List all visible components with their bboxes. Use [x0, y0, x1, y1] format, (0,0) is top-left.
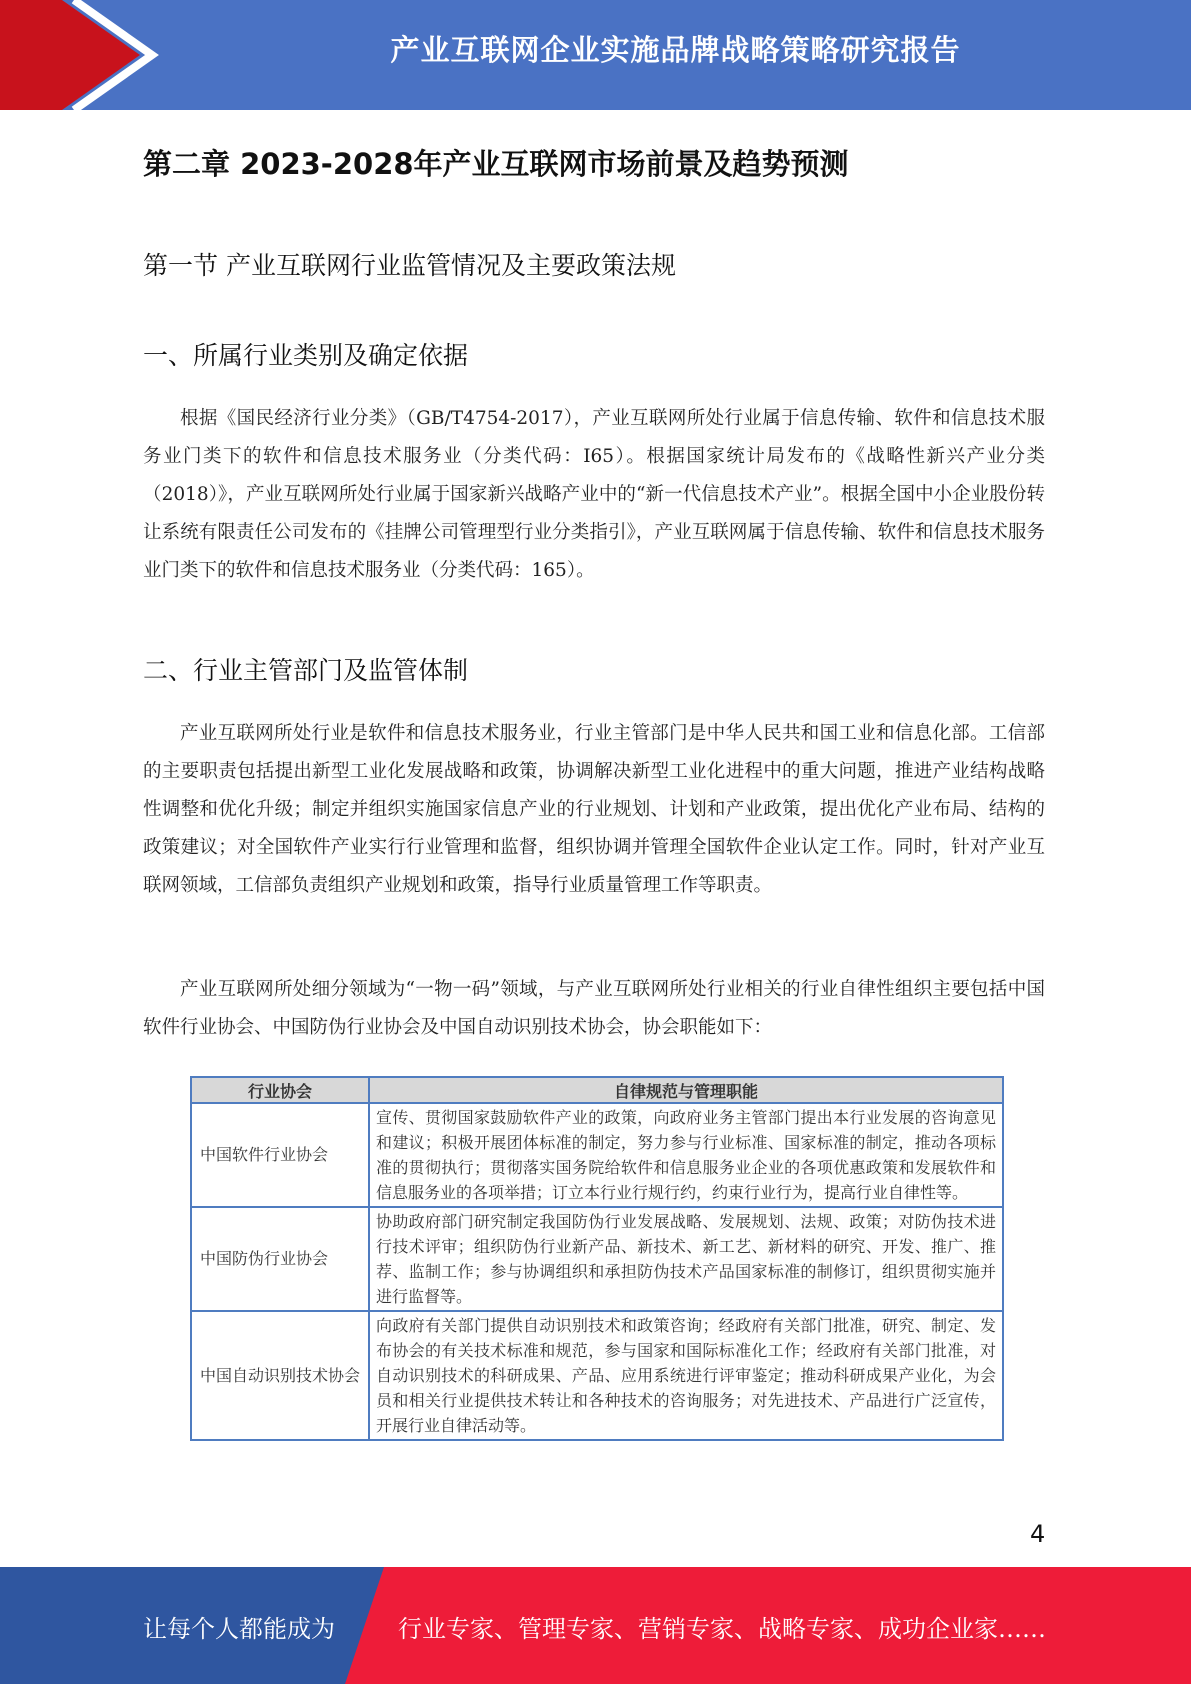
table-header-row: [191, 1077, 1003, 1103]
subsection-title-2: 二、行业主管部门及监管体制: [143, 656, 469, 685]
table-row: [191, 1311, 1003, 1440]
header-title: 产业互联网企业实施品牌战略策略研究报告: [390, 33, 961, 67]
footer-slogan-left: 让每个人都能成为: [143, 1615, 335, 1643]
chapter-title: 第二章 2023-2028年产业互联网市场前景及趋势预测: [143, 147, 849, 181]
subsection-title-1: 一、所属行业类别及确定依据: [143, 341, 469, 370]
association-name: 中国软件行业协会: [191, 1103, 369, 1207]
association-duty: 宣传、贯彻国家鼓励软件产业的政策，向政府业务主管部门提出本行业发展的咨询意见和建议；积极开展团体标准的制定，努力参与行业标准、国家标准的制定，推动各项标准的贯彻执行；贯彻落实国务院给软件和信息服务业企业的各项优惠政策和发展软件和信息服务业的各项举措；订立本行业行规行约，约束行业行为，提高行业自律性等。: [369, 1103, 1003, 1207]
page-number: 4: [1030, 1520, 1046, 1548]
table-row: [191, 1103, 1003, 1207]
section-title: 第一节 产业互联网行业监管情况及主要政策法规: [143, 251, 676, 280]
paragraph-industry-category: 根据《国民经济行业分类》（GB/T4754-2017），产业互联网所处行业属于信息传输、软件和信息技术服务业门类下的软件和信息技术服务业（分类代码：I65）。根据国家统计局发布的《战略性新兴产业分类（2018）》，产业互联网所处行业属于国家新兴战略产业中的“新一代信息技术产业”。根据全国中小企业股份转让系统有限责任公司发布的《挂牌公司管理型行业分类指引》，产业互联网属于信息传输、软件和信息技术服务业门类下的软件和信息技术服务业（分类代码：165）。: [143, 408, 1045, 581]
paragraph-regulator: 产业互联网所处行业是软件和信息技术服务业，行业主管部门是中华人民共和国工业和信息化部。工信部的主要职责包括提出新型工业化发展战略和政策，协调解决新型工业化进程中的重大问题，推进产业结构战略性调整和优化升级；制定并组织实施国家信息产业的行业规划、计划和产业政策，提出优化产业布局、结构的政策建议；对全国软件产业实行行业管理和监督，组织协调并管理全国软件企业认定工作。同时，针对产业互联网领域，工信部负责组织产业规划和政策，指导行业质量管理工作等职责。: [143, 723, 1045, 896]
table-header-association: 行业协会: [191, 1077, 369, 1103]
association-name: 中国防伪行业协会: [191, 1207, 369, 1311]
page-footer: [0, 1567, 1191, 1684]
table-row: [191, 1207, 1003, 1311]
association-duty: 向政府有关部门提供自动识别技术和政策咨询；经政府有关部门批准，研究、制定、发布协会的有关技术标准和规范，参与国家和国际标准化工作；经政府有关部门批准，对自动识别技术的科研成果、产品、应用系统进行评审鉴定；推动科研成果产业化，为会员和相关行业提供技术转让和各种技术的咨询服务；对先进技术、产品进行广泛宣传，开展行业自律活动等。: [369, 1311, 1003, 1440]
association-name: 中国自动识别技术协会: [191, 1311, 369, 1440]
footer-slogan-right: 行业专家、管理专家、营销专家、战略专家、成功企业家……: [398, 1615, 1046, 1643]
association-duty: 协助政府部门研究制定我国防伪行业发展战略、发展规划、法规、政策；对防伪技术进行技术评审；组织防伪行业新产品、新技术、新工艺、新材料的研究、开发、推广、推荐、监制工作；参与协调组织和承担防伪技术产品国家标准的制修订，组织贯彻实施并进行监督等。: [369, 1207, 1003, 1311]
table-header-duties: 自律规范与管理职能: [369, 1077, 1003, 1103]
paragraph-associations: 产业互联网所处细分领域为“一物一码”领域，与产业互联网所处行业相关的行业自律性组织主要包括中国软件行业协会、中国防伪行业协会及中国自动识别技术协会，协会职能如下：: [143, 979, 1045, 1038]
page-header: [0, 0, 1191, 110]
association-table: [190, 1076, 1004, 1441]
